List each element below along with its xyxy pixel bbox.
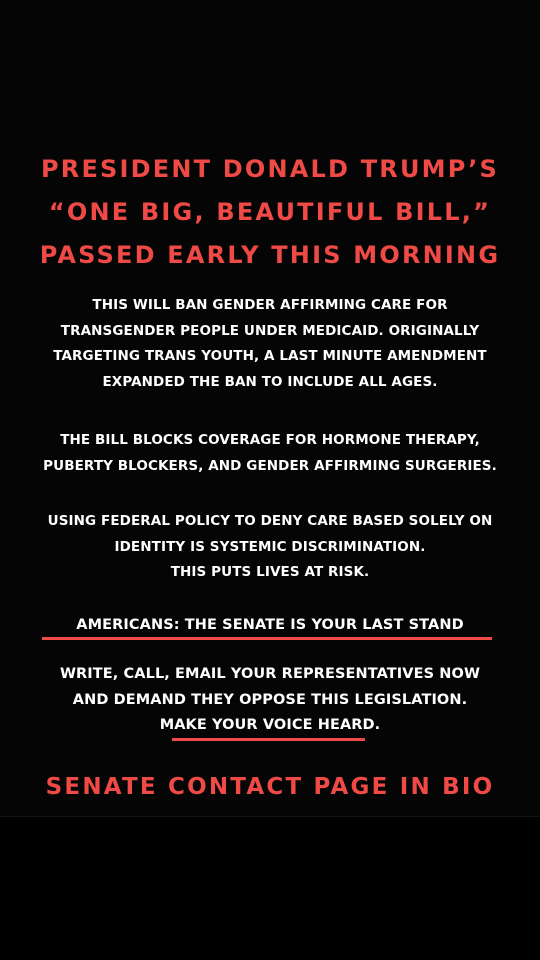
headline-line: “ONE BIG, BEAUTIFUL BILL,” [48, 198, 492, 226]
paragraph-line: MAKE YOUR VOICE HEARD. [159, 717, 381, 733]
paragraph-line: TARGETING TRANS YOUTH, A LAST MINUTE AMENDMENT [53, 348, 487, 364]
paragraph-line: USING FEDERAL POLICY TO DENY CARE BASED SOLELY ON [47, 513, 493, 529]
paragraph-senate-last-stand [0, 613, 540, 639]
paragraph-line: TRANSGENDER PEOPLE UNDER MEDICAID. ORIGINALLY [60, 322, 480, 339]
paragraph-line: PUBERTY BLOCKERS, AND GENDER AFFIRMING SURGERIES. [43, 457, 497, 474]
poster-divider [0, 816, 540, 817]
paragraph-call-to-action [0, 662, 540, 739]
paragraph-line: THIS PUTS LIVES AT RISK. [170, 564, 370, 580]
paragraph-line: EXPANDED THE BAN TO INCLUDE ALL AGES. [102, 373, 438, 390]
paragraph-line: WRITE, CALL, EMAIL YOUR REPRESENTATIVES NOW [59, 666, 481, 682]
underline-accent [172, 738, 365, 741]
paragraph-line: AMERICANS: THE SENATE IS YOUR LAST STAND [76, 617, 464, 633]
paragraph-line: AND DEMAND THEY OPPOSE THIS LEGISLATION. [72, 691, 468, 708]
senate-contact-cta: SENATE CONTACT PAGE IN BIO [45, 774, 495, 800]
paragraph-coverage [0, 428, 540, 479]
paragraph-line: THE BILL BLOCKS COVERAGE FOR HORMONE THERAPY, [60, 432, 480, 448]
paragraph-discrimination [0, 509, 540, 586]
headline [0, 148, 540, 277]
paragraph-line: THIS WILL BAN GENDER AFFIRMING CARE FOR [92, 297, 448, 313]
underline-accent [42, 637, 492, 640]
paragraph-ban-description [0, 293, 540, 395]
headline-line: PRESIDENT DONALD TRUMP’S [40, 155, 500, 183]
headline-line: PASSED EARLY THIS MORNING [39, 241, 501, 269]
paragraph-line: IDENTITY IS SYSTEMIC DISCRIMINATION. [114, 538, 426, 555]
